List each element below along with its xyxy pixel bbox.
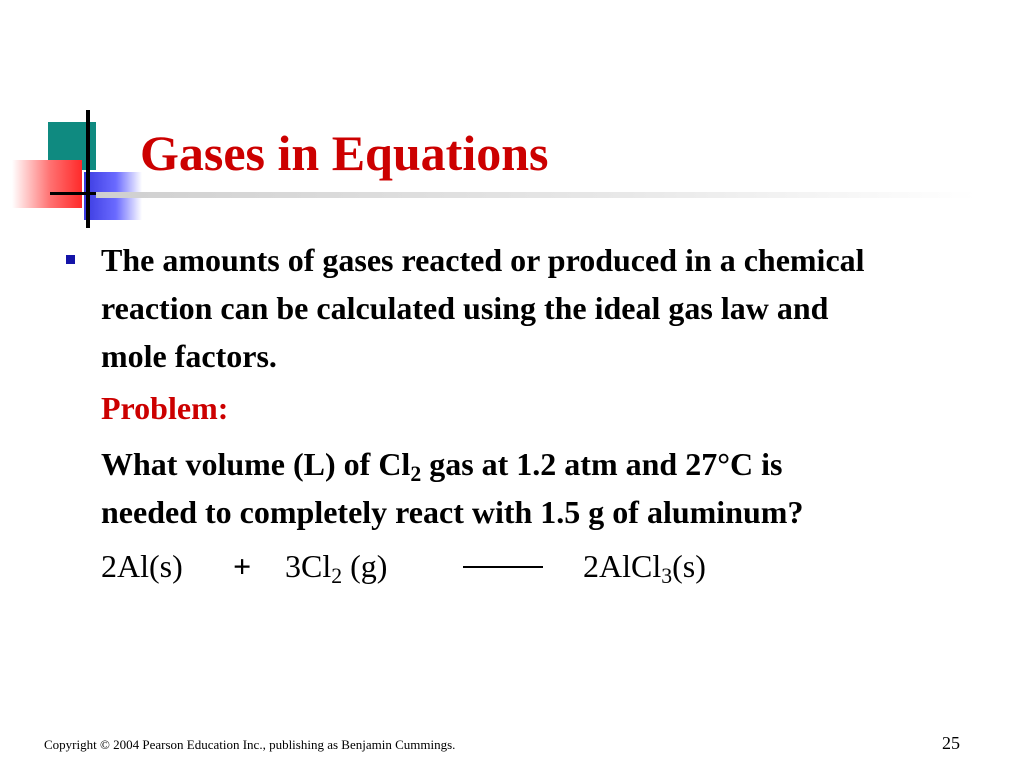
copyright-footer: Copyright © 2004 Pearson Education Inc., publishing as Benjamin Cummings.	[44, 737, 456, 752]
equation-product	[583, 542, 706, 590]
reactant-2-base: 3Cl	[285, 548, 332, 584]
red-square-decoration	[12, 160, 82, 208]
bullet-text: The amounts of gases reacted or produced in a chemical reaction can be calculated using the ideal gas law and mole factors.	[101, 242, 865, 374]
square-bullet-icon	[66, 255, 75, 264]
title-underline-rule	[96, 192, 976, 198]
product-state: (s)	[672, 548, 706, 584]
equation-reactant-1: 2Al(s)	[101, 548, 183, 584]
problem-question	[101, 440, 881, 536]
page-number: 25	[942, 733, 960, 753]
problem-label: Problem:	[101, 390, 229, 426]
slide-title: Gases in Equations	[140, 125, 549, 181]
reaction-arrow-icon	[463, 566, 543, 568]
equation-plus: +	[233, 548, 252, 584]
reactant-2-subscript: 2	[331, 564, 343, 589]
slide-body	[101, 236, 881, 590]
product-base: 2AlCl	[583, 548, 662, 584]
chemical-equation	[101, 542, 881, 590]
product-subscript: 3	[661, 564, 673, 589]
question-part-2: gas at 1.2 atm and 27°C is needed to completely react with 1.5 g of aluminum?	[101, 446, 804, 530]
question-part-1: What volume (L) of Cl	[101, 446, 411, 482]
question-subscript: 2	[410, 462, 422, 487]
slide-logo-decoration	[0, 0, 160, 240]
equation-reactant-2	[285, 542, 387, 590]
vertical-line-decoration	[86, 110, 90, 228]
reactant-2-state: (g)	[342, 548, 388, 584]
